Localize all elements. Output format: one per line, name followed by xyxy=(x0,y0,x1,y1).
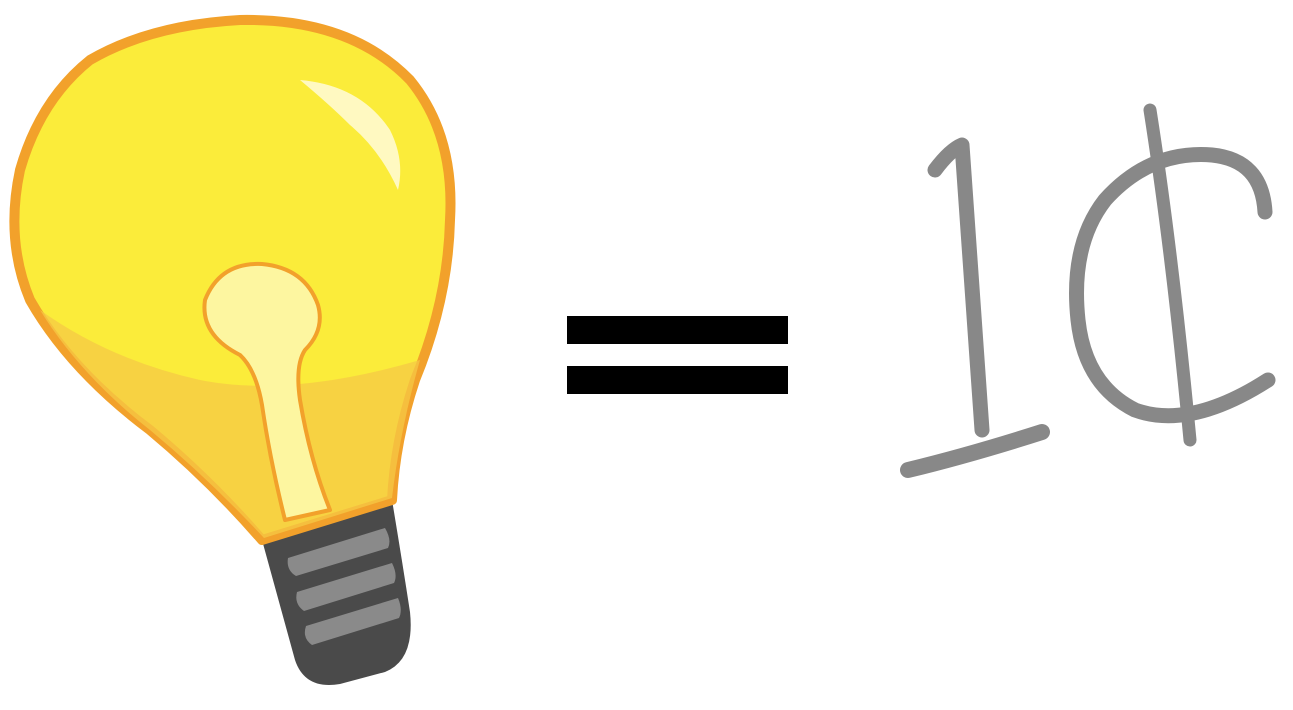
equals-sign-icon xyxy=(567,316,788,394)
price-text xyxy=(1,1,2,2)
handwritten-price xyxy=(908,110,1268,470)
light-bulb-icon xyxy=(14,20,450,685)
